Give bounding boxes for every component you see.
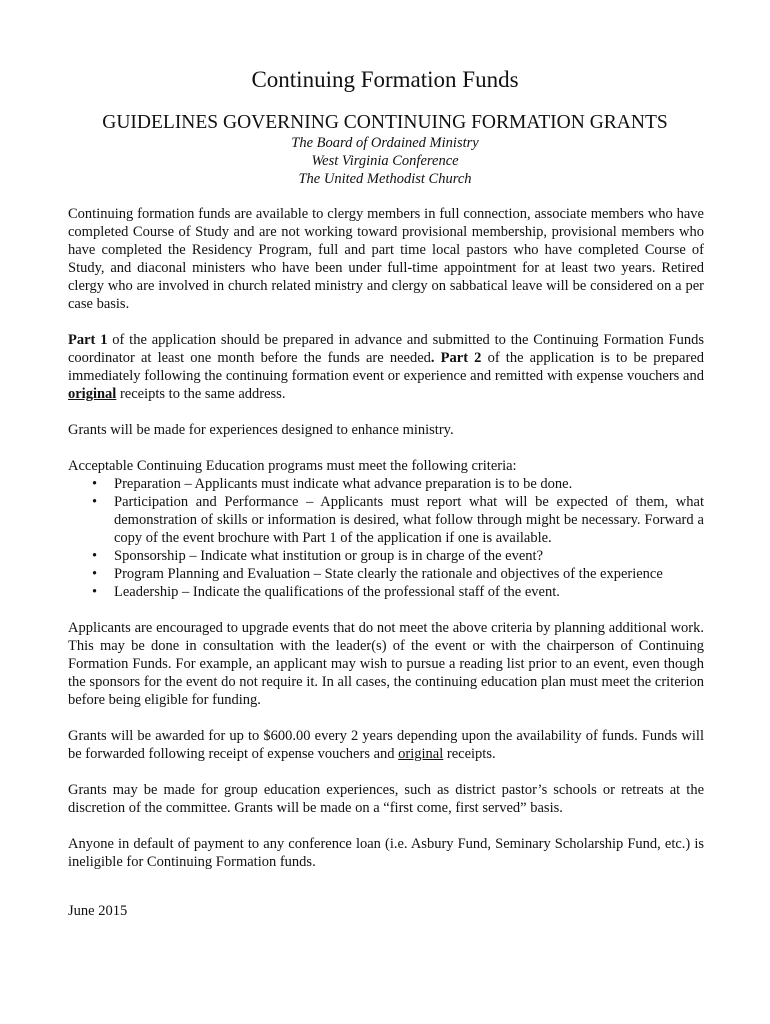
criteria-intro: Acceptable Continuing Education programs must meet the following criteria: [68, 458, 517, 474]
grants-purpose-paragraph: Grants will be made for experiences designed to enhance ministry. [68, 422, 454, 438]
document-body [68, 205, 704, 889]
criteria-item-leadership [68, 583, 704, 601]
criteria-list [68, 475, 704, 601]
criteria-item-text: Sponsorship – Indicate what institution or group is in charge of the event? [114, 548, 544, 564]
bullet-icon: • [92, 476, 98, 492]
bullet-icon: • [92, 548, 98, 564]
criteria-item-sponsorship [68, 547, 704, 565]
criteria-item-text: Preparation – Applicants must indicate what advance preparation is to be done. [114, 476, 573, 492]
upgrade-events-paragraph: Applicants are encouraged to upgrade events that do not meet the above criteria by planning additional work. This may be done in consultation with the leader(s) of the event or with the chairperson of Continuing Formation Funds. For example, an applicant may wish to pursue a reading list prior to an event, even though the sponsors for the event do not require it. In all cases, the continuing education plan must meet the criterion before being eligible for funding. [68, 620, 704, 708]
original-underline: original [398, 746, 444, 762]
application-parts-paragraph [68, 331, 704, 403]
bullet-icon: • [92, 494, 98, 510]
criteria-item-planning [68, 565, 704, 583]
org-line-board: The Board of Ordained Ministry [291, 135, 479, 151]
part2-text: of the application is to be prepared immediately following the continuing formation event or experience and remitted with expense vouchers and [68, 350, 705, 384]
bullet-icon: • [92, 566, 98, 582]
grant-amount-paragraph [68, 727, 704, 763]
org-line-church: The United Methodist Church [298, 171, 472, 187]
organization-block [0, 134, 770, 188]
part2-label: Part 2 [440, 350, 482, 366]
default-ineligibility-paragraph: Anyone in default of payment to any conference loan (i.e. Asbury Fund, Seminary Scholarship Fund, etc.) is ineligible for Continuing Formation funds. [68, 836, 704, 870]
part1-text: of the application should be prepared in advance and submitted to the Continuing Formation Funds coordinator at least one month before the funds are needed [68, 332, 705, 366]
part2-tail: receipts to the same address. [116, 386, 286, 402]
grant-amount-text: Grants will be awarded for up to $600.00 every 2 years depending upon the availability of funds. Funds will be forwarded following receipt of expense vouchers and [68, 728, 704, 762]
criteria-item-text: Program Planning and Evaluation – State clearly the rationale and objectives of the experience [114, 566, 663, 582]
document-subtitle: GUIDELINES GOVERNING CONTINUING FORMATION GRANTS [102, 112, 668, 133]
bullet-icon: • [92, 584, 98, 600]
criteria-item-text: Leadership – Indicate the qualifications of the professional staff of the event. [114, 584, 560, 600]
document-date: June 2015 [68, 903, 128, 919]
criteria-item-preparation [68, 475, 704, 493]
criteria-item-participation [68, 493, 704, 547]
group-education-paragraph: Grants may be made for group education experiences, such as district pastor’s schools or retreats at the discretion of the committee. Grants will be made on a “first come, first served” basis. [68, 782, 704, 816]
criteria-item-text: Participation and Performance – Applicants must report what will be expected of them, what demonstration of skills or information is desired, what follow through might be necessary. Forward a copy of the event brochure with Part 1 of the application if one is available. [114, 494, 704, 546]
original-emphasis: original [68, 386, 117, 402]
eligibility-paragraph: Continuing formation funds are available to clergy members in full connection, associate members who have completed Course of Study and are not working toward provisional membership, provisional members who have completed the Residency Program, full and part time local pastors who have completed Course of Study, and diaconal ministers who have been under full-time appointment for at least two years. Retired clergy who are involved in church related ministry and clergy on sabbatical leave will be considered on a per case basis. [68, 206, 704, 312]
part1-label: Part 1 [68, 332, 108, 348]
org-line-conference: West Virginia Conference [311, 153, 459, 169]
document-title: Continuing Formation Funds [251, 67, 519, 92]
part1-period: . [430, 350, 435, 366]
grant-amount-tail: receipts. [443, 746, 496, 762]
